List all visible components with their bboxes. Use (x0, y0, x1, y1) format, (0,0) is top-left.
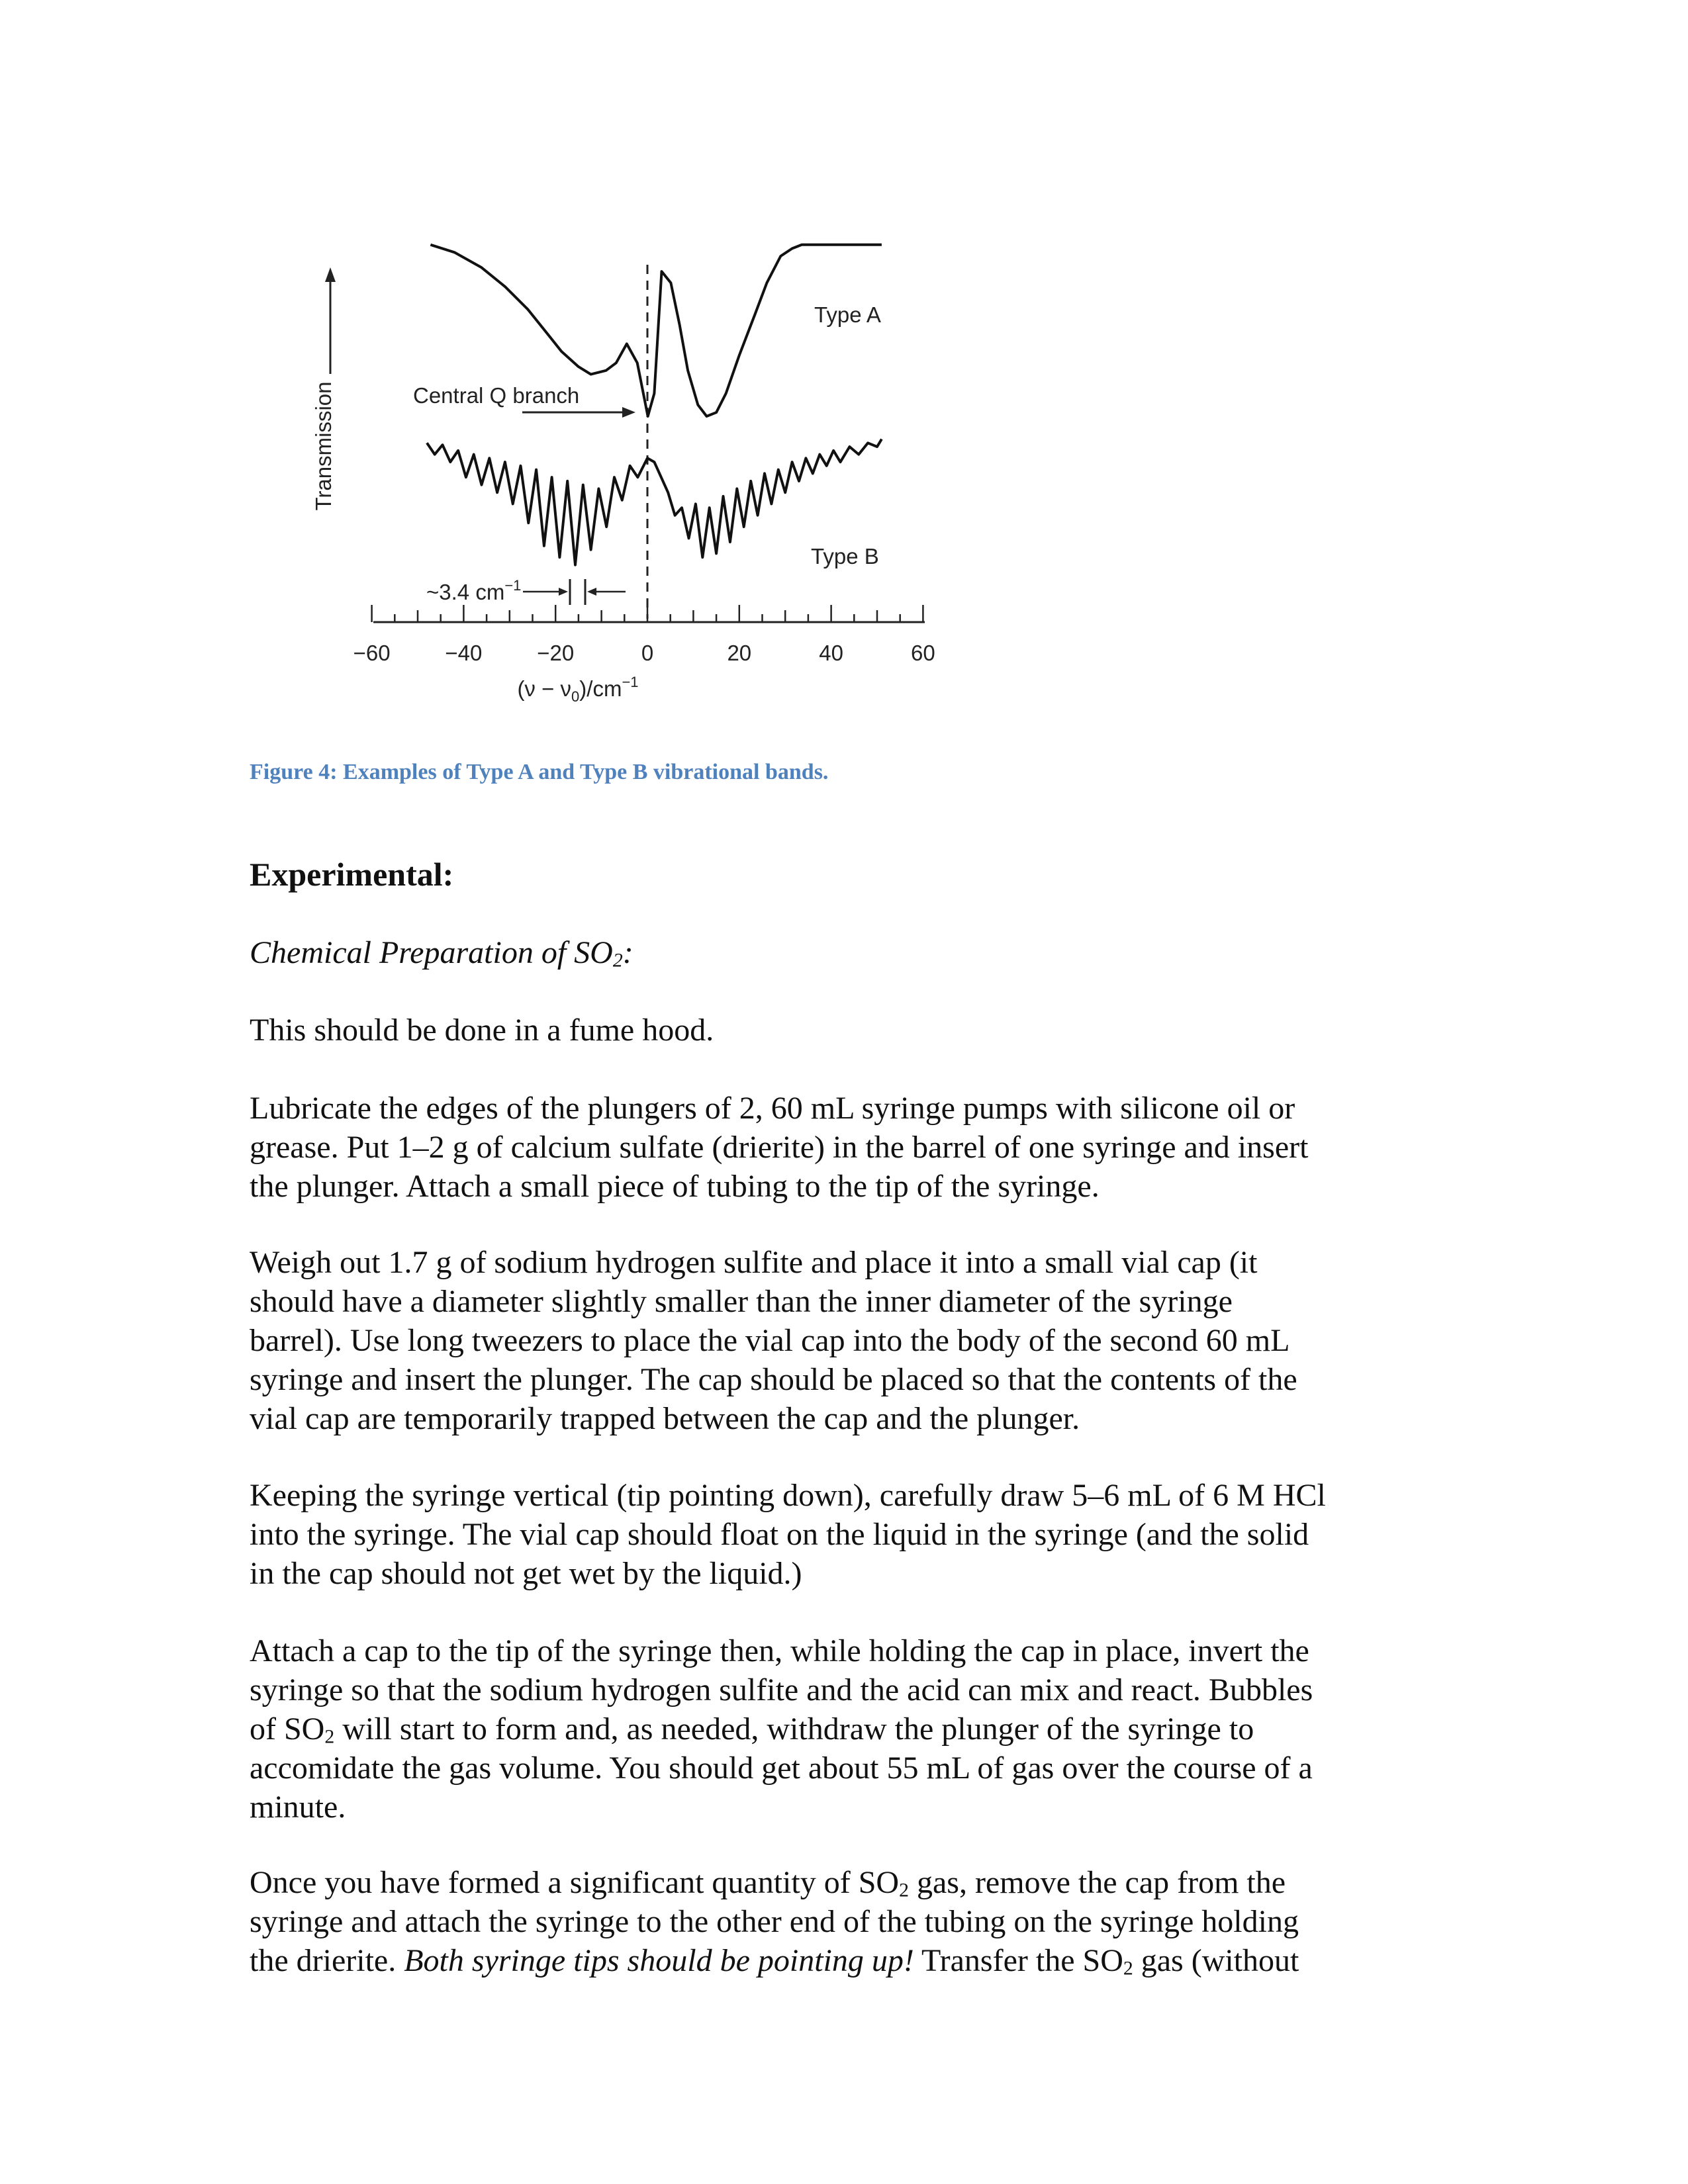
subscript: 2 (899, 1879, 909, 1901)
text-segment: grease. Put 1–2 g of calcium sulfate (drierite) in the barrel of one syringe and insert (250, 1130, 1309, 1165)
text-segment: syringe so that the sodium hydrogen sulfite and the acid can mix and react. Bubbles (250, 1672, 1313, 1707)
text-segment: syringe and insert the plunger. The cap should be placed so that the contents of the (250, 1362, 1297, 1397)
text-segment: Lubricate the edges of the plungers of 2, 60 mL syringe pumps with silicone oil or (250, 1091, 1295, 1126)
text-segment: vial cap are temporarily trapped between the cap and the plunger. (250, 1401, 1080, 1436)
subheading-text: Chemical Preparation of SO (250, 935, 613, 970)
text-line (250, 1863, 1299, 1902)
text-line (250, 1282, 1297, 1321)
arrow-up-icon (325, 267, 336, 282)
text-segment: will start to form and, as needed, withdraw the plunger of the syringe to (334, 1711, 1254, 1747)
x-tick-label: 0 (641, 641, 654, 665)
arrowhead-icon (559, 588, 568, 596)
subscript: 2 (1123, 1957, 1133, 1979)
text-line (250, 1709, 1313, 1749)
x-tick-label: −60 (353, 641, 391, 665)
text-segment: Keeping the syringe vertical (tip pointing down), carefully draw 5–6 mL of 6 M HCl (250, 1478, 1326, 1513)
x-tick-label: −40 (445, 641, 483, 665)
figure-caption: Figure 4: Examples of Type A and Type B vibrational bands. (250, 760, 829, 784)
label-spacing: ~3.4 $cm^{-1}$ (426, 577, 522, 604)
text-line (250, 1788, 1313, 1827)
text-segment: syringe and attach the syringe to the other end of the tubing on the syringe holding (250, 1904, 1299, 1939)
section-heading: Experimental: (250, 856, 454, 893)
paragraph (250, 1089, 1308, 1206)
text-line (250, 1321, 1297, 1360)
label-type-b: Type B (811, 544, 879, 569)
text-segment: of SO (250, 1711, 325, 1747)
paragraph (250, 1243, 1297, 1438)
text-segment: Weigh out 1.7 g of sodium hydrogen sulfite and place it into a small vial cap (it (250, 1245, 1258, 1280)
arrowhead-icon (587, 588, 596, 596)
x-tick-label: 60 (911, 641, 935, 665)
text-line (250, 1089, 1308, 1128)
subscript: 2 (612, 949, 623, 972)
arrowhead-icon (622, 407, 635, 418)
text-segment: barrel). Use long tweezers to place the vial cap into the body of the second 60 mL (250, 1323, 1290, 1358)
text-line (250, 1011, 714, 1050)
text-segment: minute. (250, 1790, 346, 1825)
paragraph (250, 1476, 1326, 1593)
paragraph (250, 1011, 714, 1050)
label-type-a: Type A (814, 302, 881, 327)
text-line (250, 1243, 1297, 1282)
figure-4-chart (0, 0, 1688, 728)
text-line (250, 1167, 1308, 1206)
text-line (250, 1399, 1297, 1438)
text-line (250, 1128, 1308, 1167)
subheading-colon: : (622, 935, 633, 970)
text-segment: accomidate the gas volume. You should get about 55 mL of gas over the course of a (250, 1751, 1313, 1786)
label-central-q-branch: Central Q branch (413, 383, 580, 408)
paragraph (250, 1631, 1313, 1827)
x-tick-label: 40 (819, 641, 843, 665)
italic-text: Both syringe tips should be pointing up! (404, 1943, 914, 1978)
text-segment: in the cap should not get wet by the liquid.) (250, 1556, 802, 1591)
x-tick-label: 20 (727, 641, 752, 665)
text-segment: gas, remove the cap from the (908, 1865, 1286, 1900)
text-line (250, 1476, 1326, 1515)
subscript: 2 (324, 1725, 335, 1748)
text-segment: the drierite. (250, 1943, 404, 1978)
text-line (250, 1670, 1313, 1709)
text-line (250, 1515, 1326, 1554)
x-tick-labels (353, 641, 935, 665)
text-segment: Once you have formed a significant quantity of SO (250, 1865, 900, 1900)
subsection-heading (250, 933, 633, 972)
text-line (250, 1941, 1299, 1980)
text-line (250, 1749, 1313, 1788)
text-segment: should have a diameter slightly smaller than the inner diameter of the syringe (250, 1284, 1233, 1319)
text-segment: the plunger. Attach a small piece of tubing to the tip of the syringe. (250, 1169, 1100, 1204)
text-line (250, 1902, 1299, 1941)
x-axis-label: $(\nu - \nu_0)/cm^{-1}$ (517, 674, 639, 705)
x-tick-label: −20 (537, 641, 575, 665)
text-segment: Transfer the SO (914, 1943, 1123, 1978)
paragraph (250, 1863, 1299, 1980)
text-segment: This should be done in a fume hood. (250, 1013, 714, 1048)
text-line (250, 1554, 1326, 1593)
text-segment: into the syringe. The vial cap should float on the liquid in the syringe (and the solid (250, 1517, 1309, 1552)
text-segment: gas (without (1133, 1943, 1299, 1978)
text-line (250, 1631, 1313, 1670)
text-segment: Attach a cap to the tip of the syringe then, while holding the cap in place, invert the (250, 1633, 1309, 1668)
text-line (250, 1360, 1297, 1399)
y-axis-label: Transmission (311, 381, 336, 511)
